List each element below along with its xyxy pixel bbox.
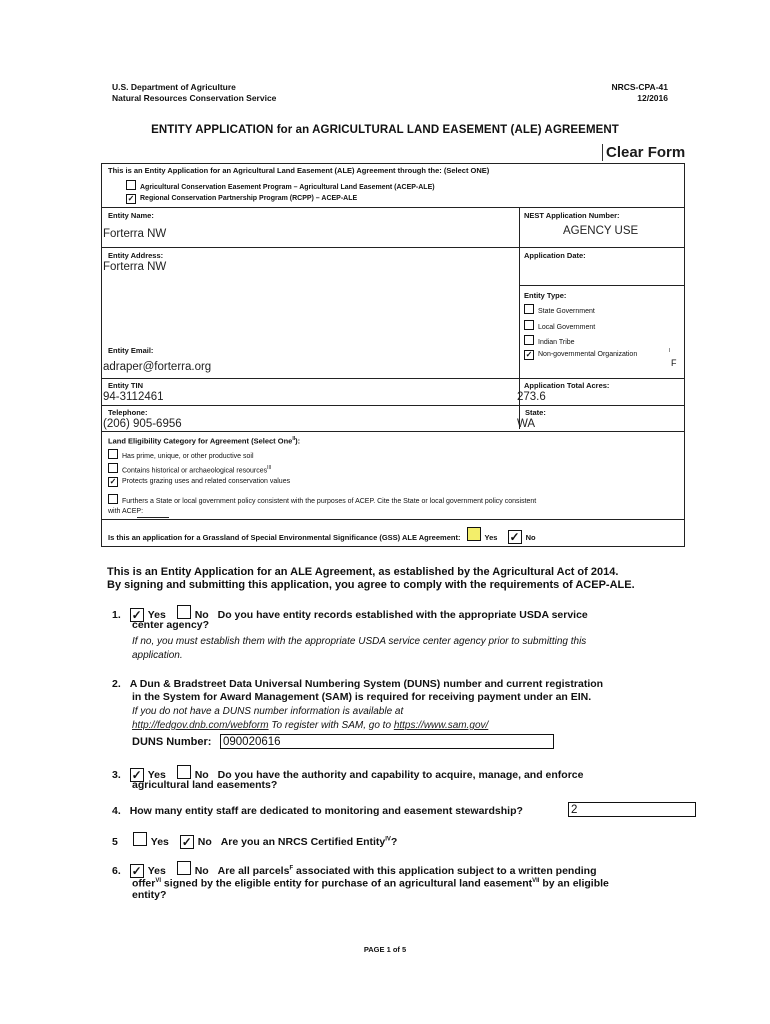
grazing-label: Protects grazing uses and related conservation values [122,478,291,485]
clear-form-button[interactable]: Clear Form [602,144,685,161]
agency-name [112,82,276,104]
q3-no-checkbox[interactable] [177,765,191,779]
q1-number: 1. [112,609,121,621]
page-title: ENTITY APPLICATION for an AGRICULTURAL LAND EASEMENT (ALE) AGREEMENT [151,124,619,136]
q3-number: 3. [112,769,121,781]
nest-value: AGENCY USE [563,225,639,237]
q1-yes-checkbox[interactable]: ✓ [131,608,142,622]
q2-note-2 [132,719,488,732]
type-local[interactable] [524,320,595,333]
dnb-link[interactable]: http://fedgov.dnb.com/webform [132,720,269,731]
policy-label: Furthers a State or local government policy consistent with the purposes of ACEP. Cite the State or local government policy consistent [122,498,537,505]
ngo-footnote-mark: I [669,348,671,354]
with-acep-label: with ACEP: [108,508,144,515]
q6-no-checkbox[interactable] [177,861,191,875]
type-state[interactable] [524,304,595,317]
policy-checkbox[interactable] [108,494,118,504]
gss-no-checkbox[interactable]: ✓ [509,530,520,544]
question-2 [112,678,603,691]
q2-note-1: If you do not have a DUNS number information is available at [132,706,404,717]
acep-ale-checkbox[interactable] [126,180,136,190]
soil-checkbox[interactable] [108,449,118,459]
q3-text-1: Do you have the authority and capability to acquire, manage, and enforce [217,769,584,781]
q6-sup-1: F [289,865,294,872]
entity-email-label: Entity Email: [108,346,154,355]
elig-historic[interactable] [108,463,271,476]
q2-number: 2. [112,678,121,690]
q3-yes-label: Yes [147,769,166,781]
q6-yes-label: Yes [147,865,166,877]
elig-policy[interactable] [108,494,536,507]
state-label: State: [525,408,546,417]
acres-field[interactable]: 273.6 [517,391,546,403]
program-intro: This is an Entity Application for an Agricultural Land Easement (ALE) Agreement through the: (Select ONE) [108,166,490,175]
state-gov-label: State Government [538,308,595,315]
ngo-label: Non-governmental Organization [538,351,638,358]
local-gov-label: Local Government [538,324,596,331]
q5-sup: IV [385,836,391,843]
historic-checkbox[interactable] [108,463,118,473]
tin-label: Entity TIN [108,381,143,390]
question-5 [112,832,397,849]
rcpp-label: Regional Conservation Partnership Program (RCPP) – ACEP-ALE [140,195,358,202]
agency-line-1: U.S. Department of Agriculture [112,82,236,92]
q1-text-2: center agency? [132,619,210,631]
q5-text: Are you an NRCS Certified Entity [220,836,386,848]
phone-field[interactable]: (206) 905-6956 [103,418,182,430]
q6-sup-3: VII [532,878,540,884]
q2-text-2: in the System for Award Management (SAM) is required for receiving payment under an EIN. [132,691,592,703]
entity-name-field[interactable]: Forterra NW [103,228,167,240]
rcpp-checkbox[interactable]: ✓ [127,194,135,203]
q5-yes-checkbox[interactable] [133,832,147,846]
sam-note: To register with SAM, go to [268,720,394,731]
form-id [600,82,668,104]
duns-label: DUNS Number: [132,736,212,748]
sam-link[interactable]: https://www.sam.gov/ [393,720,489,731]
q2-text-1: A Dun & Bradstreet Data Universal Numbering System (DUNS) number and current registration [129,678,604,690]
q6-line-2 [132,875,609,891]
soil-label: Has prime, unique, or other productive soil [122,453,254,460]
form-date: 12/2016 [637,93,668,103]
form-number: NRCS-CPA-41 [611,82,668,92]
grazing-checkbox[interactable]: ✓ [109,477,117,486]
gss-yes-label: Yes [484,533,498,542]
acres-label: Application Total Acres: [524,381,610,390]
ngo-checkbox[interactable]: ✓ [525,350,533,359]
agreement-statement [107,566,635,592]
q6-text-2a: offer [132,877,156,890]
elig-grazing[interactable] [108,477,290,487]
tribe-label: Indian Tribe [538,339,575,346]
agency-line-2: Natural Resources Conservation Service [112,93,277,103]
q1-note-1: If no, you must establish them with the appropriate USDA service center agency prior to submitting this [132,636,587,647]
q6-text-3: entity? [132,889,167,901]
eligibility-label [108,434,300,447]
gss-yes-checkbox[interactable] [467,527,481,541]
phone-label: Telephone: [108,408,148,417]
q6-yes-checkbox[interactable]: ✓ [131,864,142,878]
program-option-acep[interactable] [126,180,435,193]
duns-number-field[interactable]: 090020616 [220,734,554,749]
q6-number: 6. [112,865,121,877]
tin-field[interactable]: 94-3112461 [103,391,164,403]
q5-yes-label: Yes [150,836,169,848]
q5-no-checkbox[interactable]: ✓ [181,835,192,849]
eligibility-label-end: ): [295,436,301,446]
gss-question: Is this an application for a Grassland of Special Environmental Significance (GSS) ALE Agreement: [108,533,461,542]
q5-end: ? [390,836,398,848]
state-field[interactable]: WA [517,418,536,430]
gss-no-label: No [525,533,536,542]
q6-text-1a: Are all parcels [217,865,290,877]
staff-count-field[interactable]: 2 [568,802,696,817]
local-gov-checkbox[interactable] [524,320,534,330]
elig-soil[interactable] [108,449,254,462]
q1-note-2: application. [132,650,183,661]
q6-sup-2: VI [155,878,162,884]
entity-address-label: Entity Address: [108,251,164,260]
app-date-label: Application Date: [524,251,586,260]
gss-row [108,527,536,544]
q3-yes-checkbox[interactable]: ✓ [131,768,142,782]
q6-no-label: No [194,865,209,877]
q5-no-label: No [197,836,212,848]
q1-text-1: Do you have entity records established with the appropriate USDA service [217,609,588,621]
question-4 [112,805,523,818]
historic-label: Contains historical or archaeological resources [122,467,268,475]
q4-number: 4. [112,805,121,817]
nest-label: NEST Application Number: [524,211,620,220]
type-ngo[interactable] [524,350,637,360]
type-tribe[interactable] [524,335,575,348]
q4-text: How many entity staff are dedicated to monitoring and easement stewardship? [129,805,523,817]
statement-line-1: This is an Entity Application for an ALE Agreement, as established by the Agricultural Act of 2014. [107,566,619,578]
entity-address-field[interactable]: Forterra NW [103,261,167,273]
q6-text-2b: signed by the eligible entity for purchase of an agricultural land easement [161,877,533,890]
page-number: PAGE 1 of 5 [363,945,407,954]
acep-ale-label: Agricultural Conservation Easement Program – Agricultural Land Easement (ACEP-ALE) [140,184,435,191]
entity-type-label: Entity Type: [524,291,567,300]
entity-email-field[interactable]: adraper@forterra.org [103,361,212,373]
eligibility-sup: II [292,436,296,442]
eligibility-label-text: Land Eligibility Category for Agreement (Select One [108,436,293,446]
program-option-rcpp[interactable] [126,194,357,204]
q6-text-1b: associated with this application subject to a written pending [293,865,597,877]
q1-no-checkbox[interactable] [177,605,191,619]
q1-no-label: No [194,609,209,621]
q5-number: 5 [112,836,118,848]
entity-name-label: Entity Name: [108,211,154,220]
ngo-note-f: F [671,358,677,368]
q3-text-2: agricultural land easements? [132,779,278,791]
statement-line-2: By signing and submitting this application, you agree to comply with the requirements of ACEP-ALE. [107,579,635,591]
tribe-checkbox[interactable] [524,335,534,345]
historic-sup: III [267,465,272,471]
q6-text-2c: by an eligible [539,877,609,890]
q1-yes-label: Yes [147,609,166,621]
q3-no-label: No [194,769,209,781]
state-gov-checkbox[interactable] [524,304,534,314]
